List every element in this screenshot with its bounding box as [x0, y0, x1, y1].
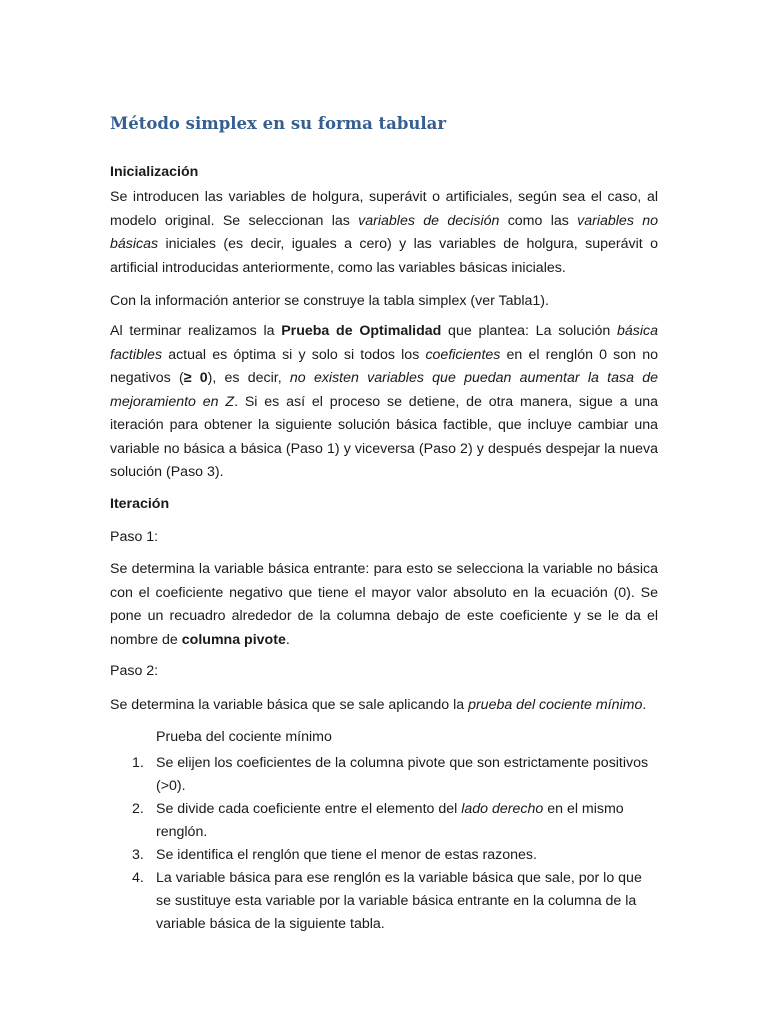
strong-columna-pivote: columna pivote: [181, 631, 286, 648]
list-item: [110, 798, 658, 844]
section-heading-inicializacion: Inicialización: [110, 164, 199, 180]
text-run: Se determina la variable básica que se sale aplicando la: [110, 697, 469, 713]
text-run: Se introducen las variables de holgura, superávit o artificiales, según sea el caso, al modelo original. Se seleccionan las: [110, 189, 658, 229]
list-item-text: Se identifica el renglón que tiene el menor de estas razones.: [156, 847, 537, 863]
emphasis-prueba-cociente: prueba del cociente mínimo: [468, 697, 643, 713]
emphasis-basica-factibles: básica factibles: [110, 323, 658, 363]
list-title: Prueba del cociente mínimo: [156, 729, 332, 745]
text-run: como las: [499, 212, 578, 229]
list-item: [110, 867, 658, 936]
list-item-text: La variable básica para ese renglón es la variable básica que sale, por lo que se sustituye esta variable por la variable básica entrante en la columna de la variable básica de la siguiente tabla.: [156, 870, 642, 932]
text-run: actual es óptima si y solo si todos los: [162, 346, 426, 363]
list-item-number: 4.: [132, 870, 144, 886]
paragraph-paso-2: [110, 695, 646, 715]
text-run: ), es decir,: [207, 370, 290, 386]
list-item-number: 2.: [132, 801, 144, 817]
list-item-text: Se divide cada coeficiente entre el elemento del: [156, 801, 462, 817]
list-item: [110, 752, 658, 798]
emphasis-coeficientes: coeficientes: [425, 346, 501, 363]
emphasis-variables-decision: variables de decisión: [358, 212, 500, 229]
text-run: iniciales (es decir, iguales a cero) y las variables de holgura, superávit o artificial introducidas anteriormente, como las variables básicas iniciales.: [110, 236, 658, 276]
emphasis-variables-no-basicas: variables no básicas: [110, 212, 659, 252]
strong-prueba-optimalidad: Prueba de Optimalidad: [281, 323, 442, 339]
paragraph-inicializacion: [110, 186, 658, 280]
text-run: que plantea: La solución: [441, 323, 617, 339]
list-item-number: 3.: [132, 847, 144, 863]
steps-list: [110, 752, 658, 936]
document-title: Método simplex en su forma tabular: [110, 114, 447, 133]
emphasis-lado-derecho: lado derecho: [461, 801, 544, 817]
text-run: en el renglón 0 son no negativos (: [110, 346, 658, 386]
text-run: Al terminar realizamos la: [110, 323, 282, 339]
step-label-paso-2: Paso 2:: [110, 663, 159, 679]
list-item-text: Se elijen los coeficientes de la columna pivote que son estrictamente positivos (>0).: [156, 755, 649, 794]
paragraph-prueba-optimalidad: [110, 320, 658, 485]
emphasis-no-existen-variables: no existen variables que puedan aumentar la tasa de mejoramiento en Z: [110, 370, 658, 410]
text-run: Se determina la variable básica entrante: para esto se selecciona la variable no básica con el coeficiente negativo que tiene el mayor valor absoluto en la ecuación (0). Se pone un recuadro alrededor de la columna debajo de este coeficiente y se le da el nombre de: [110, 561, 658, 648]
list-item: [110, 844, 658, 867]
section-heading-iteracion: Iteración: [110, 496, 170, 512]
paragraph-tabla-simplex: Con la información anterior se construye la tabla simplex (ver Tabla1).: [110, 293, 549, 309]
text-run: . Si es así el proceso se detiene, de otra manera, sigue a una iteración para obtener la siguiente solución básica factible, que incluye cambiar una variable no básica a básica (Paso 1) y viceversa (Paso 2) y después despejar la nueva solución (Paso 3).: [110, 393, 659, 480]
list-item-text: en el mismo renglón.: [156, 801, 624, 840]
list-item-number: 1.: [132, 755, 144, 771]
strong-mayor-igual-cero: ≥ 0: [183, 370, 208, 386]
text-run: .: [642, 697, 647, 713]
text-run: .: [285, 631, 290, 648]
paragraph-paso-1: [110, 558, 658, 652]
step-label-paso-1: Paso 1:: [110, 529, 159, 545]
